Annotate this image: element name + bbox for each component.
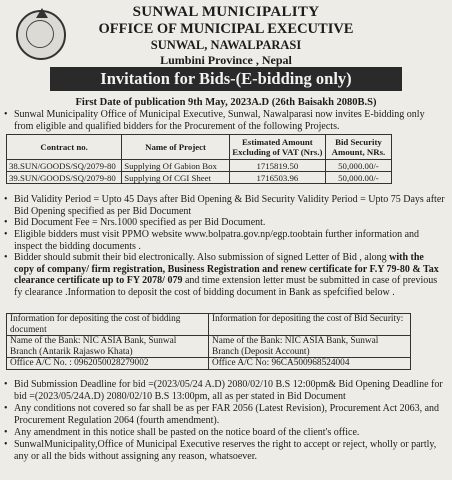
eligibility-text: Eligible bidders must visit PPMO website www.bolpatra.gov.np/egp.toobtain further information and inspect the bidding documents . [14,229,420,252]
document-fee-text: Bid Document Fee = Nrs.1000 specified as per Bid Document. [14,217,266,228]
conditions-text: Any conditions not covered so far shall be as per FAR 2056 (Latest Revision), Procurement Act 2063, and Procurement Regulation 2064 (fourth amendment). [14,403,440,426]
table-row [7,172,392,184]
col-header-project: Name of Project [122,135,230,160]
col-header-estimate: Estimated Amount Excluding of VAT (Nrs.) [229,135,325,160]
bid-security-bank: Name of the Bank: NIC ASIA Bank, Sunwal Branch (Deposit Account) [209,336,411,358]
submission-part1: Bidder should submit their bid electronically. Also submission of signed Letter of Bid , along [14,252,387,263]
header [0,0,452,68]
municipality-title: SUNWAL MUNICIPALITY [132,4,320,20]
bullet-dot: • [4,427,8,438]
bid-security-header: Information for depositing the cost of Bid Security: [209,314,411,336]
table-row [7,160,392,172]
estimated-amount: 1716503.96 [229,172,325,184]
col-header-security: Bid Security Amount, NRs. [325,135,391,160]
bullet-dot: • [4,403,8,414]
contract-no: 39.SUN/GOODS/SQ/2079-80 [7,172,122,184]
amendment-text: Any amendment in this notice shall be pasted on the notice board of the client's office. [14,427,360,438]
submission-part2: and time extension letter must be submitted in case of previous fy clearance .Information to deposit the cost of bidding document in Bank as spefcified below . [14,275,438,298]
office-title: OFFICE OF MUNICIPAL EXECUTIVE [98,21,354,37]
bidding-doc-header: Information for depositing the cost of bidding document [7,314,209,336]
contract-no: 38.SUN/GOODS/SQ/2079-80 [7,160,122,172]
bullet-dot: • [4,217,8,228]
bullet-dot: • [4,439,8,450]
invitation-banner: Invitation for Bids-(E-bidding only) [50,67,402,91]
bid-security: 50,000.00/- [325,172,391,184]
validity-text: Bid Validity Period = Upto 45 Days after Bid Opening & Bid Security Validity Period = Upto 75 Days after Bid Opening specified as per Bid Document [14,194,445,217]
project-name: Supplying Of Gabion Box [122,160,230,172]
bullet-dot: • [4,252,8,263]
project-name: Supplying Of CGI Sheet [122,172,230,184]
rights-text: SunwalMunicipality,Office of Municipal Executive reserves the right to accept or reject, wholly or partly, any or all the bids without assigning any reason, whatsoever. [14,439,437,462]
deadline-text: Bid Submission Deadline for bid =(2023/05/24 A.D) 2080/02/10 B.S 12:00pm& Bid Opening Deadline for bid =(2023/05/24A.D) 2080/02/10 B.S 13:00pm, all as per stated in Bid Document [14,379,443,402]
bid-security-account: Office A/C No: 96CA500968524004 [209,358,411,370]
submission-bold: with the copy of company/ firm registration, Business Registration and renew certificate for F.Y 79-80 & Tax clearance certificate up to FY 2078/ 079 [14,252,439,286]
publication-date: First Date of publication 9th May, 2023A.D (26th Baisakh 2080B.S) [75,97,377,108]
bid-table [6,134,392,184]
submission-text [14,252,446,298]
bullet-dot: • [4,109,8,120]
province-line: Lumbini Province , Nepal [160,53,292,67]
intro-paragraph: Sunwal Municipality Office of Municipal Executive, Sunwal, Nawalparasi now invites E-bidding only from eligible and qualified bidders for the Procurement of the following Projects. [14,109,425,132]
bid-security: 50,000.00/- [325,160,391,172]
bullet-dot: • [4,194,8,205]
col-header-contract: Contract no. [7,135,122,160]
address-line: SUNWAL, NAWALPARASI [150,38,302,52]
estimated-amount: 1715819.50 [229,160,325,172]
bullet-dot: • [4,229,8,240]
deposit-info-table [6,313,411,370]
bidding-doc-bank: Name of the Bank: NIC ASIA Bank, Sunwal Branch (Antarik Rajaswo Khata) [7,336,209,358]
bidding-doc-account: Office A/C No. : 0962050028279002 [7,358,209,370]
bullet-dot: • [4,379,8,390]
